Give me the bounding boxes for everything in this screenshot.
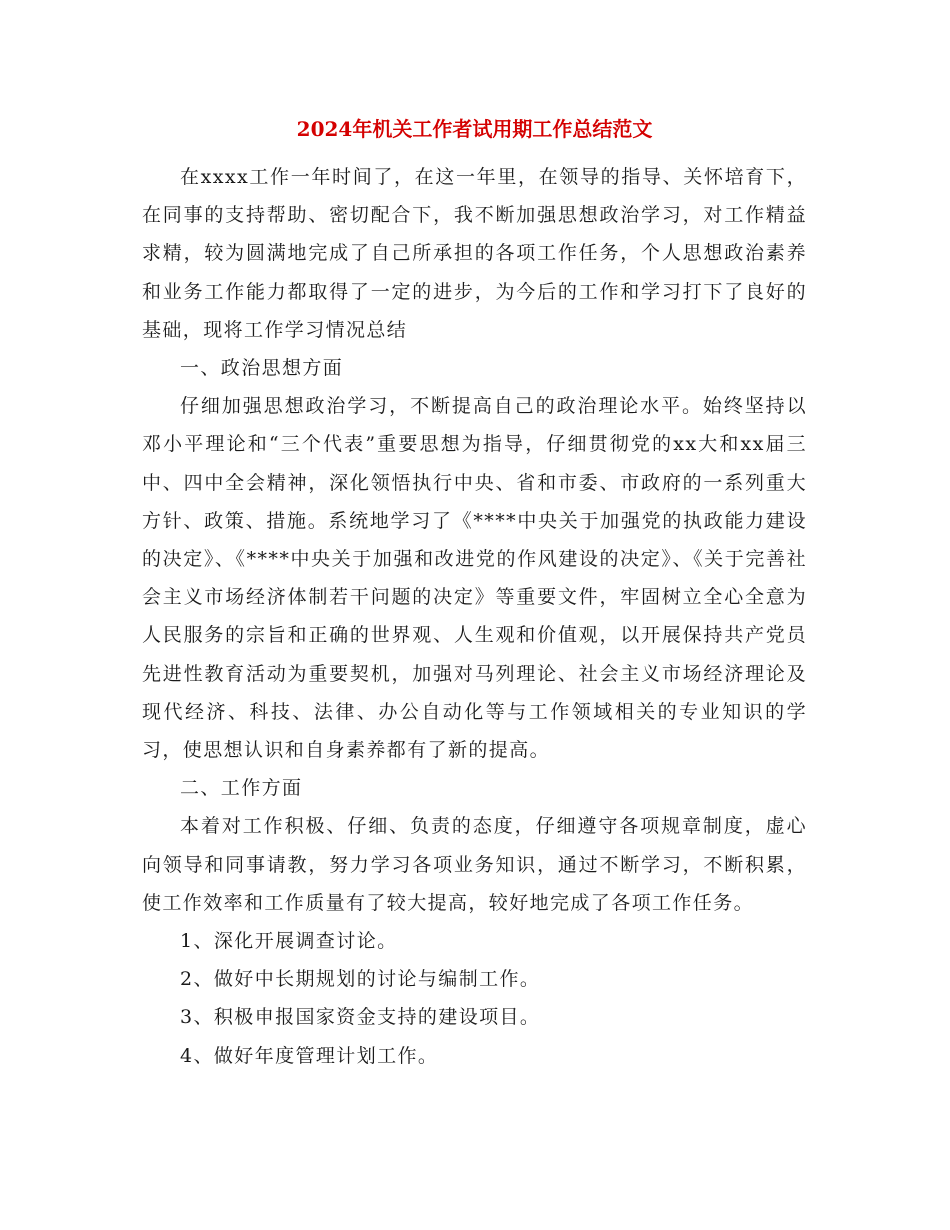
intro-paragraph: 在xxxx工作一年时间了，在这一年里，在领导的指导、关怀培育下，在同事的支持帮助、密切配合下，我不断加强思想政治学习，对工作精益求精，较为圆满地完成了自己所承担的各项工作任务，个人思想政治素养和业务工作能力都取得了一定的进步，为今后的工作和学习打下了良好的基础，现将工作学习情况总结 [142,166,807,341]
section-heading-work: 二、工作方面 [180,777,303,800]
document-title: 2024年机关工作者试用期工作总结范文 [296,117,653,141]
section-body-work: 本着对工作积极、仔细、负责的态度，仔细遵守各项规章制度，虚心向领导和同事请教，努力学习各项业务知识，通过不断学习，不断积累，使工作效率和工作质量有了较大提高，较好地完成了各项工作任务。 [142,815,807,914]
work-item-list [142,922,807,1075]
document-page [142,112,807,1075]
list-item: 3、积极申报国家资金支持的建设项目。 [180,1006,541,1029]
section-body-politics: 仔细加强思想政治学习，不断提高自己的政治理论水平。始终坚持以邓小平理论和“三个代表”重要思想为指导，仔细贯彻党的xx大和xx届三中、四中全会精神，深化领悟执行中央、省和市委、市政府的一系列重大方针、政策、措施。系统地学习了《****中央关于加强党的执政能力建设的决定》、《****中央关于加强和改进党的作风建设的决定》、《关于完善社会主义市场经济体制若干问题的决定》等重要文件，牢固树立全心全意为人民服务的宗旨和正确的世界观、人生观和价值观，以开展保持共产党员先进性教育活动为重要契机，加强对马列理论、社会主义市场经济理论及现代经济、科技、法律、办公自动化等与工作领域相关的专业知识的学习，使思想认识和自身素养都有了新的提高。 [142,395,807,762]
list-item: 2、做好中长期规划的讨论与编制工作。 [180,968,541,991]
section-heading-politics: 一、政治思想方面 [180,357,344,380]
list-item: 1、深化开展调查讨论。 [180,930,398,953]
list-item: 4、做好年度管理计划工作。 [180,1044,439,1067]
